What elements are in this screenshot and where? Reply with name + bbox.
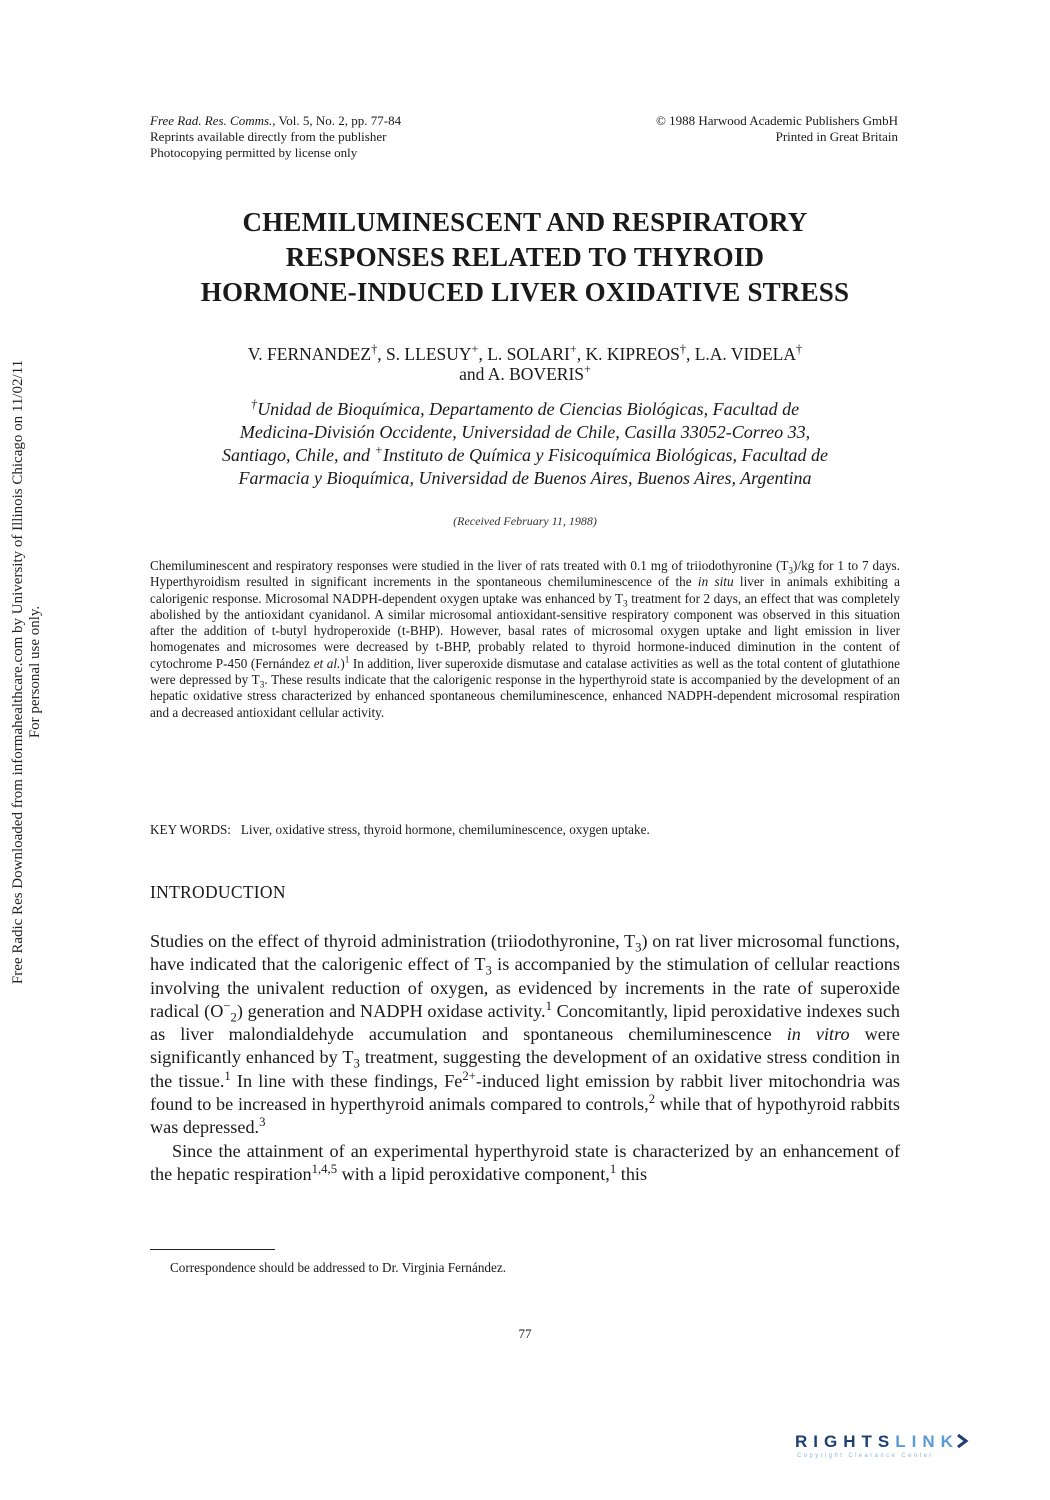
paper-title (150, 205, 900, 310)
keywords-text: Liver, oxidative stress, thyroid hormone, chemiluminescence, oxygen uptake. (240, 822, 650, 837)
rightslink-logo[interactable] (795, 1432, 1025, 1472)
author-list: V. FERNANDEZ†, S. LLESUY+, L. SOLARI+, K. KIPREOS†, L.A. VIDELA† and A. BOVERIS+ (247, 342, 803, 384)
paragraph: Studies on the effect of thyroid administration (triiodothyronine, $T_3$) on rat liver microsomal functions, have indicated that the calorigenic effect of $T_3$ is accompanied by the stimulation of cellular reactions involving the univalent reduction of oxygen, as evidenced by increments in the rate of superoxide radical $(O^-_2)$ generation and NADPH oxidase activity.$^1$ Concomitantly, lipid peroxidative indexes such as liver malondialdehyde accumulation and spontaneous chemiluminescence in vitro were significantly enhanced by $T_3$ treatment, suggesting the development of an oxidative stress condition in the tissue.$^1$ In line with these findings, $Fe^{2+}$-induced light emission by rabbit liver mitochondria was found to be increased in hyperthyroid animals compared to controls,$^2$ while that of hypothyroid rabbits was depressed.$^3$ (150, 931, 901, 1138)
received-date: (Received February 11, 1988) (453, 514, 597, 528)
footnote-rule (150, 1249, 275, 1250)
watermark-line-1: Free Radic Res Downloaded from informahealthcare.com by University of Illinois Chicago on 11/02/11 (10, 359, 26, 985)
title-line-2: RESPONSES RELATED TO THYROID (285, 242, 765, 272)
title-line-1: CHEMILUMINESCENT AND RESPIRATORY (242, 207, 808, 237)
watermark-line-2: For personal use only. (27, 605, 43, 739)
section-heading-introduction: INTRODUCTION (150, 882, 286, 902)
photocopy-note: Photocopying permitted by license only (150, 145, 358, 160)
reprints-note: Reprints available directly from the publisher (150, 129, 387, 144)
paragraph: Since the attainment of an experimental hyperthyroid state is characterized by an enhancement of the hepatic respiration$^{1,4,5}$ with a lipid peroxidative component,$^1$ this (150, 1140, 900, 1184)
chevron-right-icon (955, 1433, 971, 1449)
download-watermark (10, 32, 60, 1312)
journal-header (150, 113, 401, 161)
publisher-header (560, 113, 898, 145)
abstract: Chemiluminescent and respiratory responses were studied in the liver of rats treated with 0.1 mg of triiodothyronine $(T_3)/kg$ for 1 to 7 days. Hyperthyroidism resulted in significant increments in the spontaneous chemiluminescence of the in situ liver in animals exhibiting a calorigenic response. Microsomal NADPH-dependent oxygen uptake was enhanced by $T_3$ treatment for 2 days, an effect that was completely abolished by the antioxidant cyanidanol. A similar microsomal antioxidant-sensitive respiratory component was observed in this situation after the addition of t-butyl hydroperoxide (t-BHP). However, basal rates of microsomal oxygen uptake and light emission in liver homogenates and microsomes were decreased by t-BHP, probably related to thyroid hormone-induced diminution in the content of cytochrome P-450 (Fernández et al.)$^1$ In addition, liver superoxide dismutase and catalase activities as well as the total content of glutathione were depressed by $T_3$. These results indicate that the calorigenic response in the hyperthyroid state is accompanied by the development of an hepatic oxidative stress characterized by enhanced spontaneous chemiluminescence, enhanced NADPH-dependent microsomal respiration and a decreased antioxidant cellular activity. (150, 558, 901, 720)
correspondence-footnote: Correspondence should be addressed to Dr. Virginia Fernández. (170, 1260, 507, 1275)
keywords-label: KEY WORDS: (150, 822, 231, 837)
printed-note: Printed in Great Britain (775, 129, 898, 144)
logo-tagline: Copyright Clearance Center (797, 1453, 934, 1459)
keywords (150, 822, 900, 838)
copyright-note: © 1988 Harwood Academic Publishers GmbH (655, 113, 898, 128)
journal-citation: Free Rad. Res. Comms., Vol. 5, No. 2, pp. 77-84 (150, 113, 402, 128)
affiliations: †Unidad de Bioquímica, Departamento de Ciencias Biológicas, Facultad de Medicina-División Occidente, Universidad de Chile, Casilla 33052-Correo 33, Santiago, Chile, and +Instituto de Química y Fisicoquímica Biológicas, Facultad de Farmacia y Bioquímica, Universidad de Buenos Aires, Buenos Aires, Argentina (222, 397, 828, 488)
introduction-body (150, 930, 900, 1186)
logo-text-link: LINK (895, 1432, 959, 1451)
page-number: 77 (518, 1326, 532, 1341)
logo-text-rights: RIGHTS (795, 1432, 896, 1451)
title-line-3: HORMONE-INDUCED LIVER OXIDATIVE STRESS (200, 277, 850, 307)
